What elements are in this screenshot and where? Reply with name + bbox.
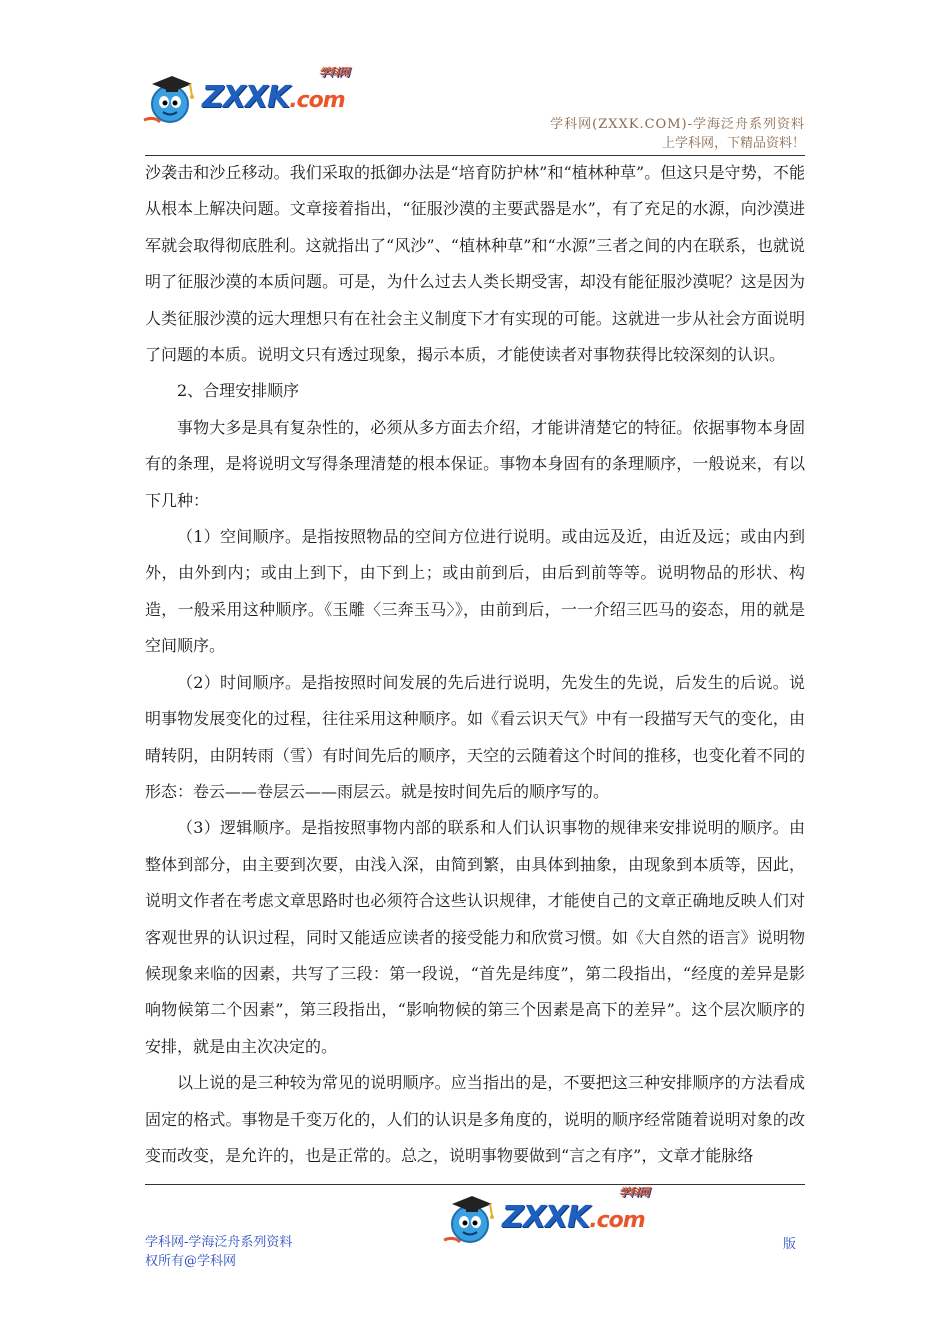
header-info xyxy=(550,115,805,153)
footer-copyright-text[interactable]: 权所有@学科网 xyxy=(145,1254,237,1269)
document-body xyxy=(145,155,805,1174)
header-site-line: 学科网(ZXXK.COM)-学海泛舟系列资料 xyxy=(550,117,805,132)
logo-tag: 学科网 xyxy=(618,1186,649,1199)
header-slogan: 上学科网，下精品资料！ xyxy=(661,136,805,151)
footer-copyright[interactable] xyxy=(145,1252,292,1271)
paragraph: 事物大多是具有复杂性的，必须从多方面去介绍，才能讲清楚它的特征。依据事物本身固有的条理，是将说明文写得条理清楚的根本保证。事物本身固有的条理顺序，一般说来，有以下几种： xyxy=(145,417,805,510)
logo-text: ZXXK xyxy=(502,1200,590,1235)
mascot-icon xyxy=(140,66,204,130)
paragraph: 以上说的是三种较为常见的说明顺序。应当指出的是，不要把这三种安排顺序的方法看成固定的格式。事物是千变万化的，人们的认识是多角度的，说明的顺序经常随着说明对象的改变而改变，是允许的，也是正常的。总之，说明事物要做到“言之有序”，文章才能脉络 xyxy=(145,1073,805,1165)
footer-zxxk-logo[interactable] xyxy=(440,1186,649,1250)
logo-text: ZXXK xyxy=(202,80,290,115)
logo-domain: .com xyxy=(289,88,345,113)
footer-divider xyxy=(145,1184,805,1185)
logo-wordmark xyxy=(502,1186,649,1235)
footer-left xyxy=(145,1233,292,1271)
footer-right-text: 版 xyxy=(783,1237,797,1252)
section-heading: 2、合理安排顺序 xyxy=(177,381,300,401)
logo-tag: 学科网 xyxy=(318,66,349,79)
logo-domain: .com xyxy=(589,1208,645,1233)
logo-wordmark xyxy=(202,66,349,115)
paragraph: （3）逻辑顺序。是指按照事物内部的联系和人们认识事物的规律来安排说明的顺序。由整体到部分，由主要到次要，由浅入深，由简到繁，由具体到抽象，由现象到本质等，因此，说明文作者在考虑文章思路时也必须符合这些认识规律，才能使自己的文章正确地反映人们对客观世界的认识过程，同时又能适应读者的接受能力和欣赏习惯。如《大自然的语言》说明物候现象来临的因素，共写了三段：第一段说，“首先是纬度”，第二段指出，“经度的差异是影响物候第二个因素”，第三段指出，“影响物候的第三个因素是高下的差异”。这个层次顺序的安排，就是由主次决定的。 xyxy=(145,818,805,1056)
paragraph: （1）空间顺序。是指按照物品的空间方位进行说明。或由远及近，由近及远；或由内到外，由外到内；或由上到下，由下到上；或由前到后，由后到前等等。说明物品的形状、构造，一般采用这种顺序。《玉雕〈三奔玉马〉》，由前到后，一一介绍三匹马的姿态，用的就是空间顺序。 xyxy=(145,527,805,656)
page-header xyxy=(0,0,950,151)
mascot-icon xyxy=(440,1186,504,1250)
footer-series[interactable] xyxy=(145,1233,292,1252)
paragraph: 沙袭击和沙丘移动。我们采取的抵御办法是“培育防护林”和“植林种草”。但这只是守势，不能从根本上解决问题。文章接着指出，“征服沙漠的主要武器是水”，有了充足的水源，向沙漠进军就会取得彻底胜利。这就指出了“风沙”、“植林种草”和“水源”三者之间的内在联系，也就说明了征服沙漠的本质问题。可是，为什么过去人类长期受害，却没有能征服沙漠呢？这是因为人类征服沙漠的远大理想只有在社会主义制度下才有实现的可能。这就进一步从社会方面说明了问题的本质。说明文只有透过现象，揭示本质，才能使读者对事物获得比较深刻的认识。 xyxy=(145,163,805,365)
footer-series-text[interactable]: 学科网-学海泛舟系列资料 xyxy=(145,1235,293,1250)
zxxk-logo[interactable] xyxy=(140,66,349,130)
paragraph: （2）时间顺序。是指按照时间发展的先后进行说明，先发生的先说，后发生的后说。说明事物发展变化的过程，往往采用这种顺序。如《看云识天气》中有一段描写天气的变化，由晴转阴，由阴转雨（雪）有时间先后的顺序，天空的云随着这个时间的推移，也变化着不同的形态：卷云——卷层云——雨层云。就是按时间先后的顺序写的。 xyxy=(145,672,805,801)
